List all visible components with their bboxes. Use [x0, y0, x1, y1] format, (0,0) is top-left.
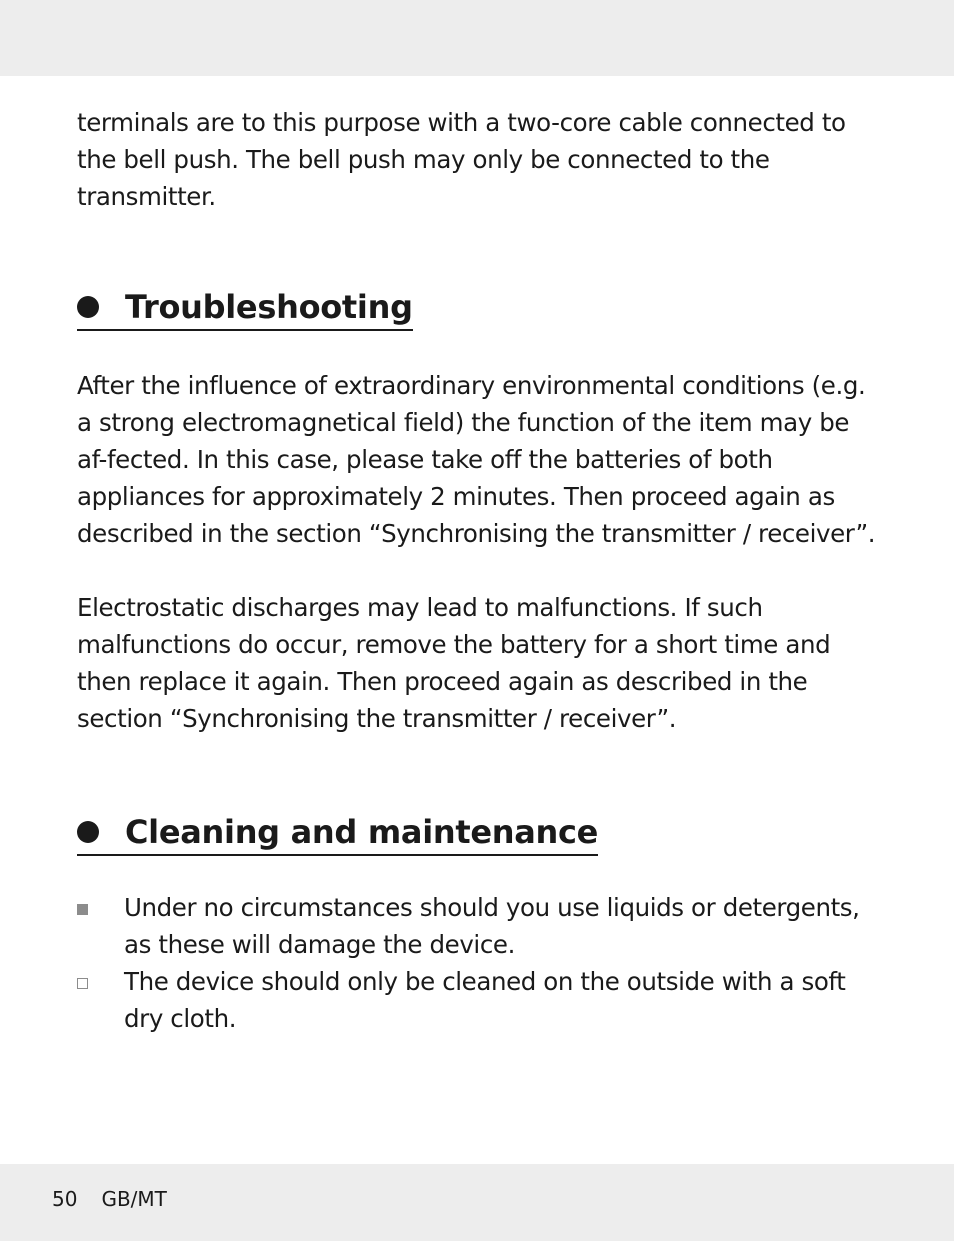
heading-bullet-icon — [77, 296, 99, 318]
heading-bullet-icon — [77, 821, 99, 843]
top-band — [0, 0, 954, 76]
cleaning-list — [77, 889, 877, 1037]
cleaning-heading — [77, 812, 598, 856]
troubleshooting-paragraph-2: Electrostatic discharges may lead to malfunctions. If such malfunctions do occur, remove the battery for a short time and then replace it again. Then proceed again as described in the section “Synchronising the transmitter / receiver”. — [77, 593, 831, 733]
region-code: GB/MT — [101, 1187, 167, 1211]
list-item-text: Under no circumstances should you use liquids or detergents, as these will damage the device. — [124, 893, 860, 959]
page-content — [77, 104, 877, 1037]
intro-paragraph: terminals are to this purpose with a two-core cable connected to the bell push. The bell push may only be connected to the transmitter. — [77, 108, 846, 211]
list-item — [77, 889, 877, 963]
page-number: 50 — [52, 1187, 78, 1211]
troubleshooting-title: Troubleshooting — [125, 288, 413, 326]
list-item-text: The device should only be cleaned on the outside with a soft dry cloth. — [124, 967, 846, 1033]
cleaning-title: Cleaning and maintenance — [125, 813, 599, 851]
troubleshooting-paragraph-1: After the influence of extraordinary environmental conditions (e.g. a strong electromagnetical field) the function of the item may be af-fected. In this case, please take off the batteries of both appliances for approximately 2 minutes. Then proceed again as described in the section “Synchronising the transmitter / receiver”. — [77, 371, 876, 548]
outline-square-bullet-icon — [77, 978, 88, 989]
page-footer — [52, 1186, 167, 1212]
filled-square-bullet-icon — [77, 904, 88, 915]
list-item — [77, 963, 877, 1037]
troubleshooting-heading — [77, 287, 413, 331]
